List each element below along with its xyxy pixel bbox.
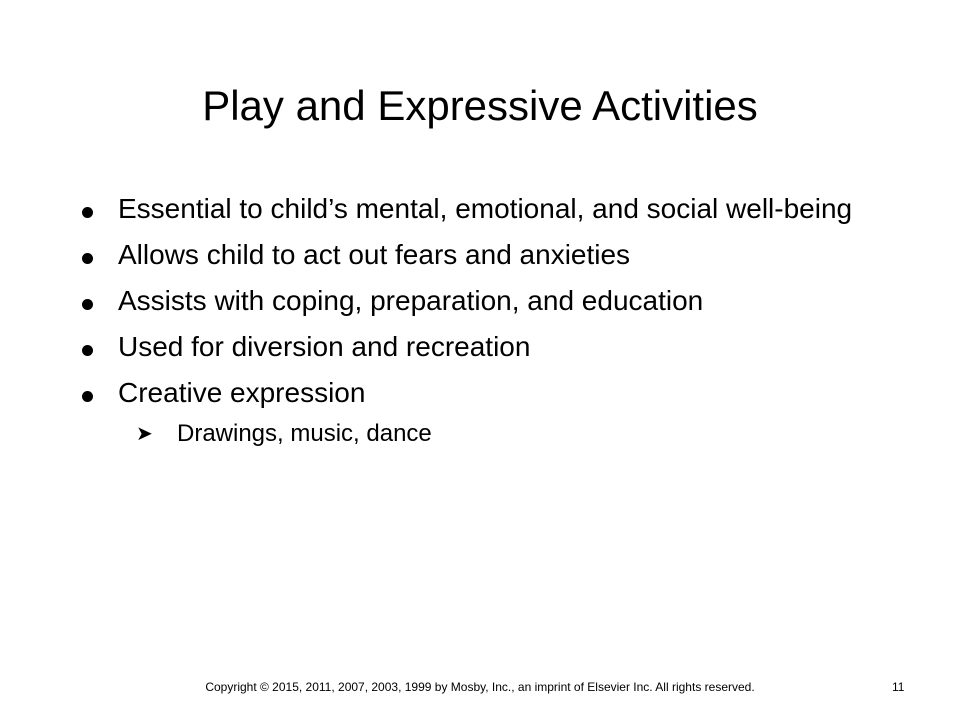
bullet-dot-icon — [82, 299, 93, 310]
slide-title: Play and Expressive Activities — [202, 82, 758, 129]
bullet-dot-icon — [82, 253, 93, 264]
sub-bullet-item — [136, 416, 862, 452]
sub-bullet-text: Drawings, music, dance — [177, 420, 432, 447]
bullet-item — [82, 186, 862, 232]
bullet-text: Essential to child’s mental, emotional, and social well-being — [118, 193, 853, 224]
footer-copyright: Copyright © 2015, 2011, 2007, 2003, 1999 by Mosby, Inc., an imprint of Elsevier Inc. All rights reserved. — [205, 680, 755, 694]
bullet-item — [82, 370, 862, 452]
page-number: 11 — [892, 680, 905, 694]
bullet-dot-icon — [82, 345, 93, 356]
bullet-dot-icon — [82, 391, 93, 402]
bullet-item — [82, 232, 862, 278]
bullet-text: Creative expression — [118, 377, 366, 408]
sub-bullet-list — [118, 416, 862, 452]
bullet-item — [82, 324, 862, 370]
bullet-item — [82, 278, 862, 324]
bullet-dot-icon — [82, 207, 93, 218]
bullet-list — [82, 186, 862, 452]
arrowhead-bullet-icon: ➤ — [136, 423, 153, 445]
bullet-text: Allows child to act out fears and anxieties — [118, 239, 631, 270]
bullet-text: Assists with coping, preparation, and education — [118, 285, 704, 316]
bullet-text: Used for diversion and recreation — [118, 331, 531, 362]
